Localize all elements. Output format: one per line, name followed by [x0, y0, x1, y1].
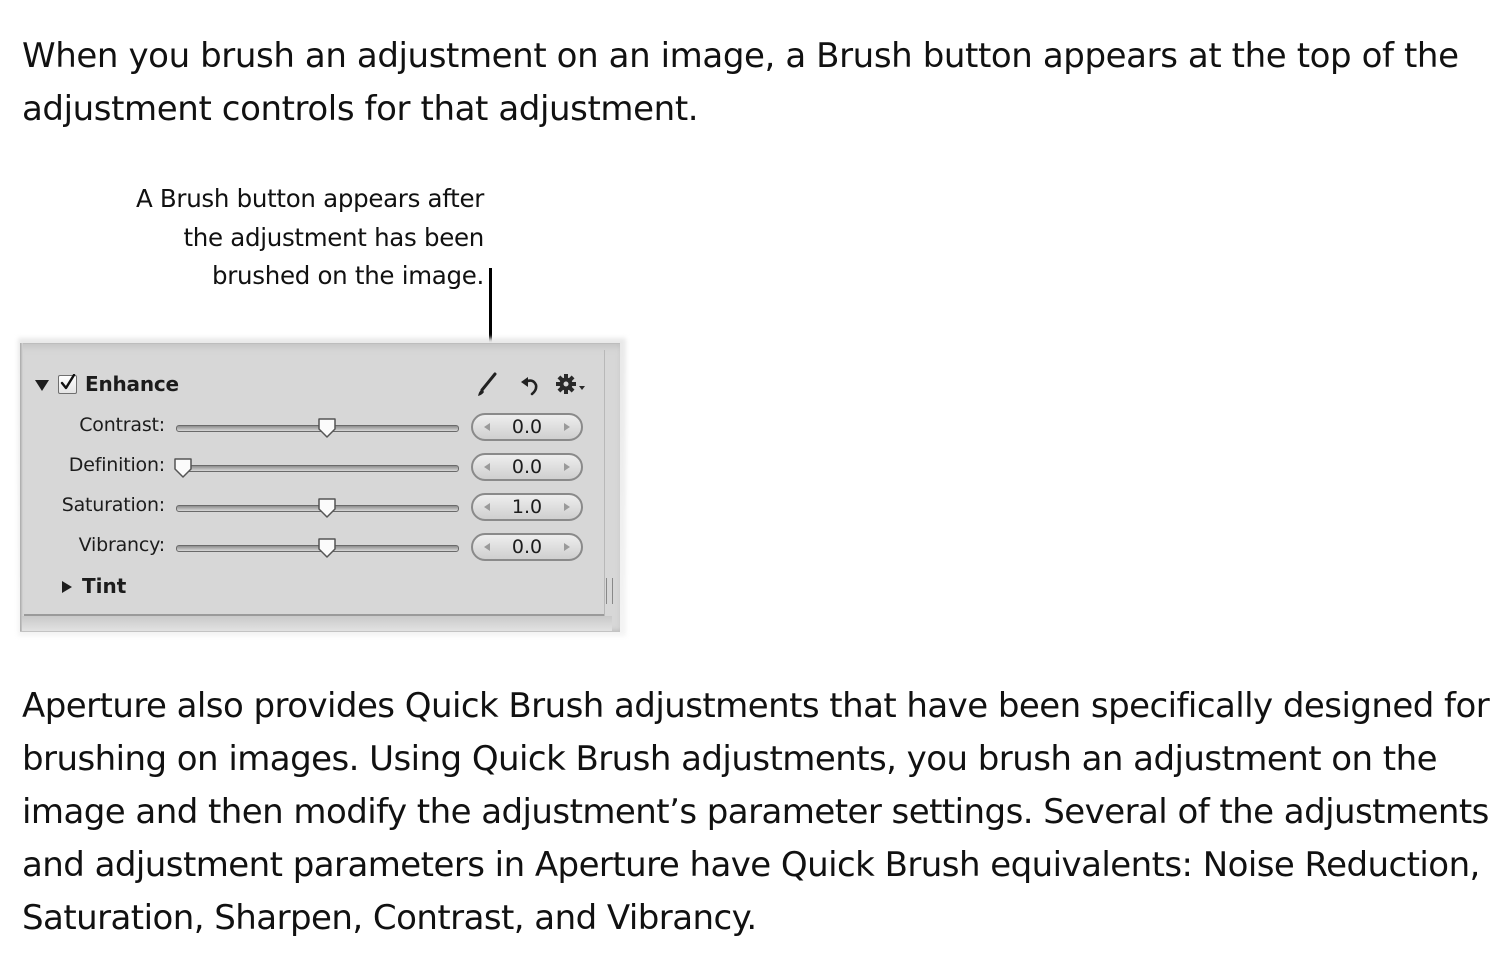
panel-edge — [20, 343, 23, 631]
definition-value[interactable]: 0.0 — [511, 456, 543, 478]
increment-arrow-icon[interactable] — [564, 463, 570, 471]
vibrancy-label: Vibrancy: — [78, 534, 165, 556]
tint-subsection-title[interactable]: Tint — [82, 574, 127, 598]
definition-slider-thumb[interactable] — [173, 457, 193, 479]
panel-bottom-strip — [22, 616, 612, 631]
definition-value-stepper[interactable] — [471, 453, 583, 481]
callout-line: brushed on the image. — [212, 261, 484, 290]
disclosure-triangle-closed-icon[interactable] — [62, 581, 72, 593]
vibrancy-slider-thumb[interactable] — [317, 537, 337, 559]
body-paragraph: Aperture also provides Quick Brush adjustments that have been specifically designed for brushing on images. Using Quick Brush adjustments, you brush an adjustment on the image and then modify the adjustment’s parameter settings. Several of the adjustments and adjustment parameters in Aperture have Quick Brush equivalents: Noise Reduction, Saturation, Sharpen, Contrast, and Vibrancy. — [22, 686, 1490, 938]
gear-menu-icon[interactable] — [555, 372, 587, 398]
definition-slider-track[interactable] — [176, 465, 459, 472]
panel-divider — [24, 614, 604, 616]
panel-edge — [604, 350, 605, 616]
increment-arrow-icon[interactable] — [564, 423, 570, 431]
definition-label: Definition: — [68, 454, 165, 476]
section-title: Enhance — [85, 372, 179, 396]
increment-arrow-icon[interactable] — [564, 503, 570, 511]
contrast-value-stepper[interactable] — [471, 413, 583, 441]
intro-paragraph: When you brush an adjustment on an image, a Brush button appears at the top of the adjustment controls for that adjustment. — [22, 36, 1459, 129]
resize-grip-icon[interactable] — [606, 578, 613, 604]
contrast-slider-thumb[interactable] — [317, 417, 337, 439]
brush-button-callout — [60, 180, 484, 296]
saturation-label: Saturation: — [61, 494, 165, 516]
saturation-slider-thumb[interactable] — [317, 497, 337, 519]
saturation-value-stepper[interactable] — [471, 493, 583, 521]
vibrancy-value[interactable]: 0.0 — [511, 536, 543, 558]
brush-icon[interactable] — [476, 372, 498, 398]
callout-line: the adjustment has been — [183, 222, 484, 252]
callout-line: A Brush button appears after — [135, 184, 484, 213]
enhance-enable-checkbox[interactable] — [58, 375, 77, 394]
reset-arrow-icon[interactable] — [519, 374, 541, 396]
checkmark-icon — [60, 374, 76, 392]
contrast-label: Contrast: — [79, 414, 165, 436]
saturation-value[interactable]: 1.0 — [511, 496, 543, 518]
contrast-value[interactable]: 0.0 — [511, 416, 543, 438]
vibrancy-value-stepper[interactable] — [471, 533, 583, 561]
disclosure-triangle-open-icon[interactable] — [35, 380, 49, 391]
increment-arrow-icon[interactable] — [564, 543, 570, 551]
